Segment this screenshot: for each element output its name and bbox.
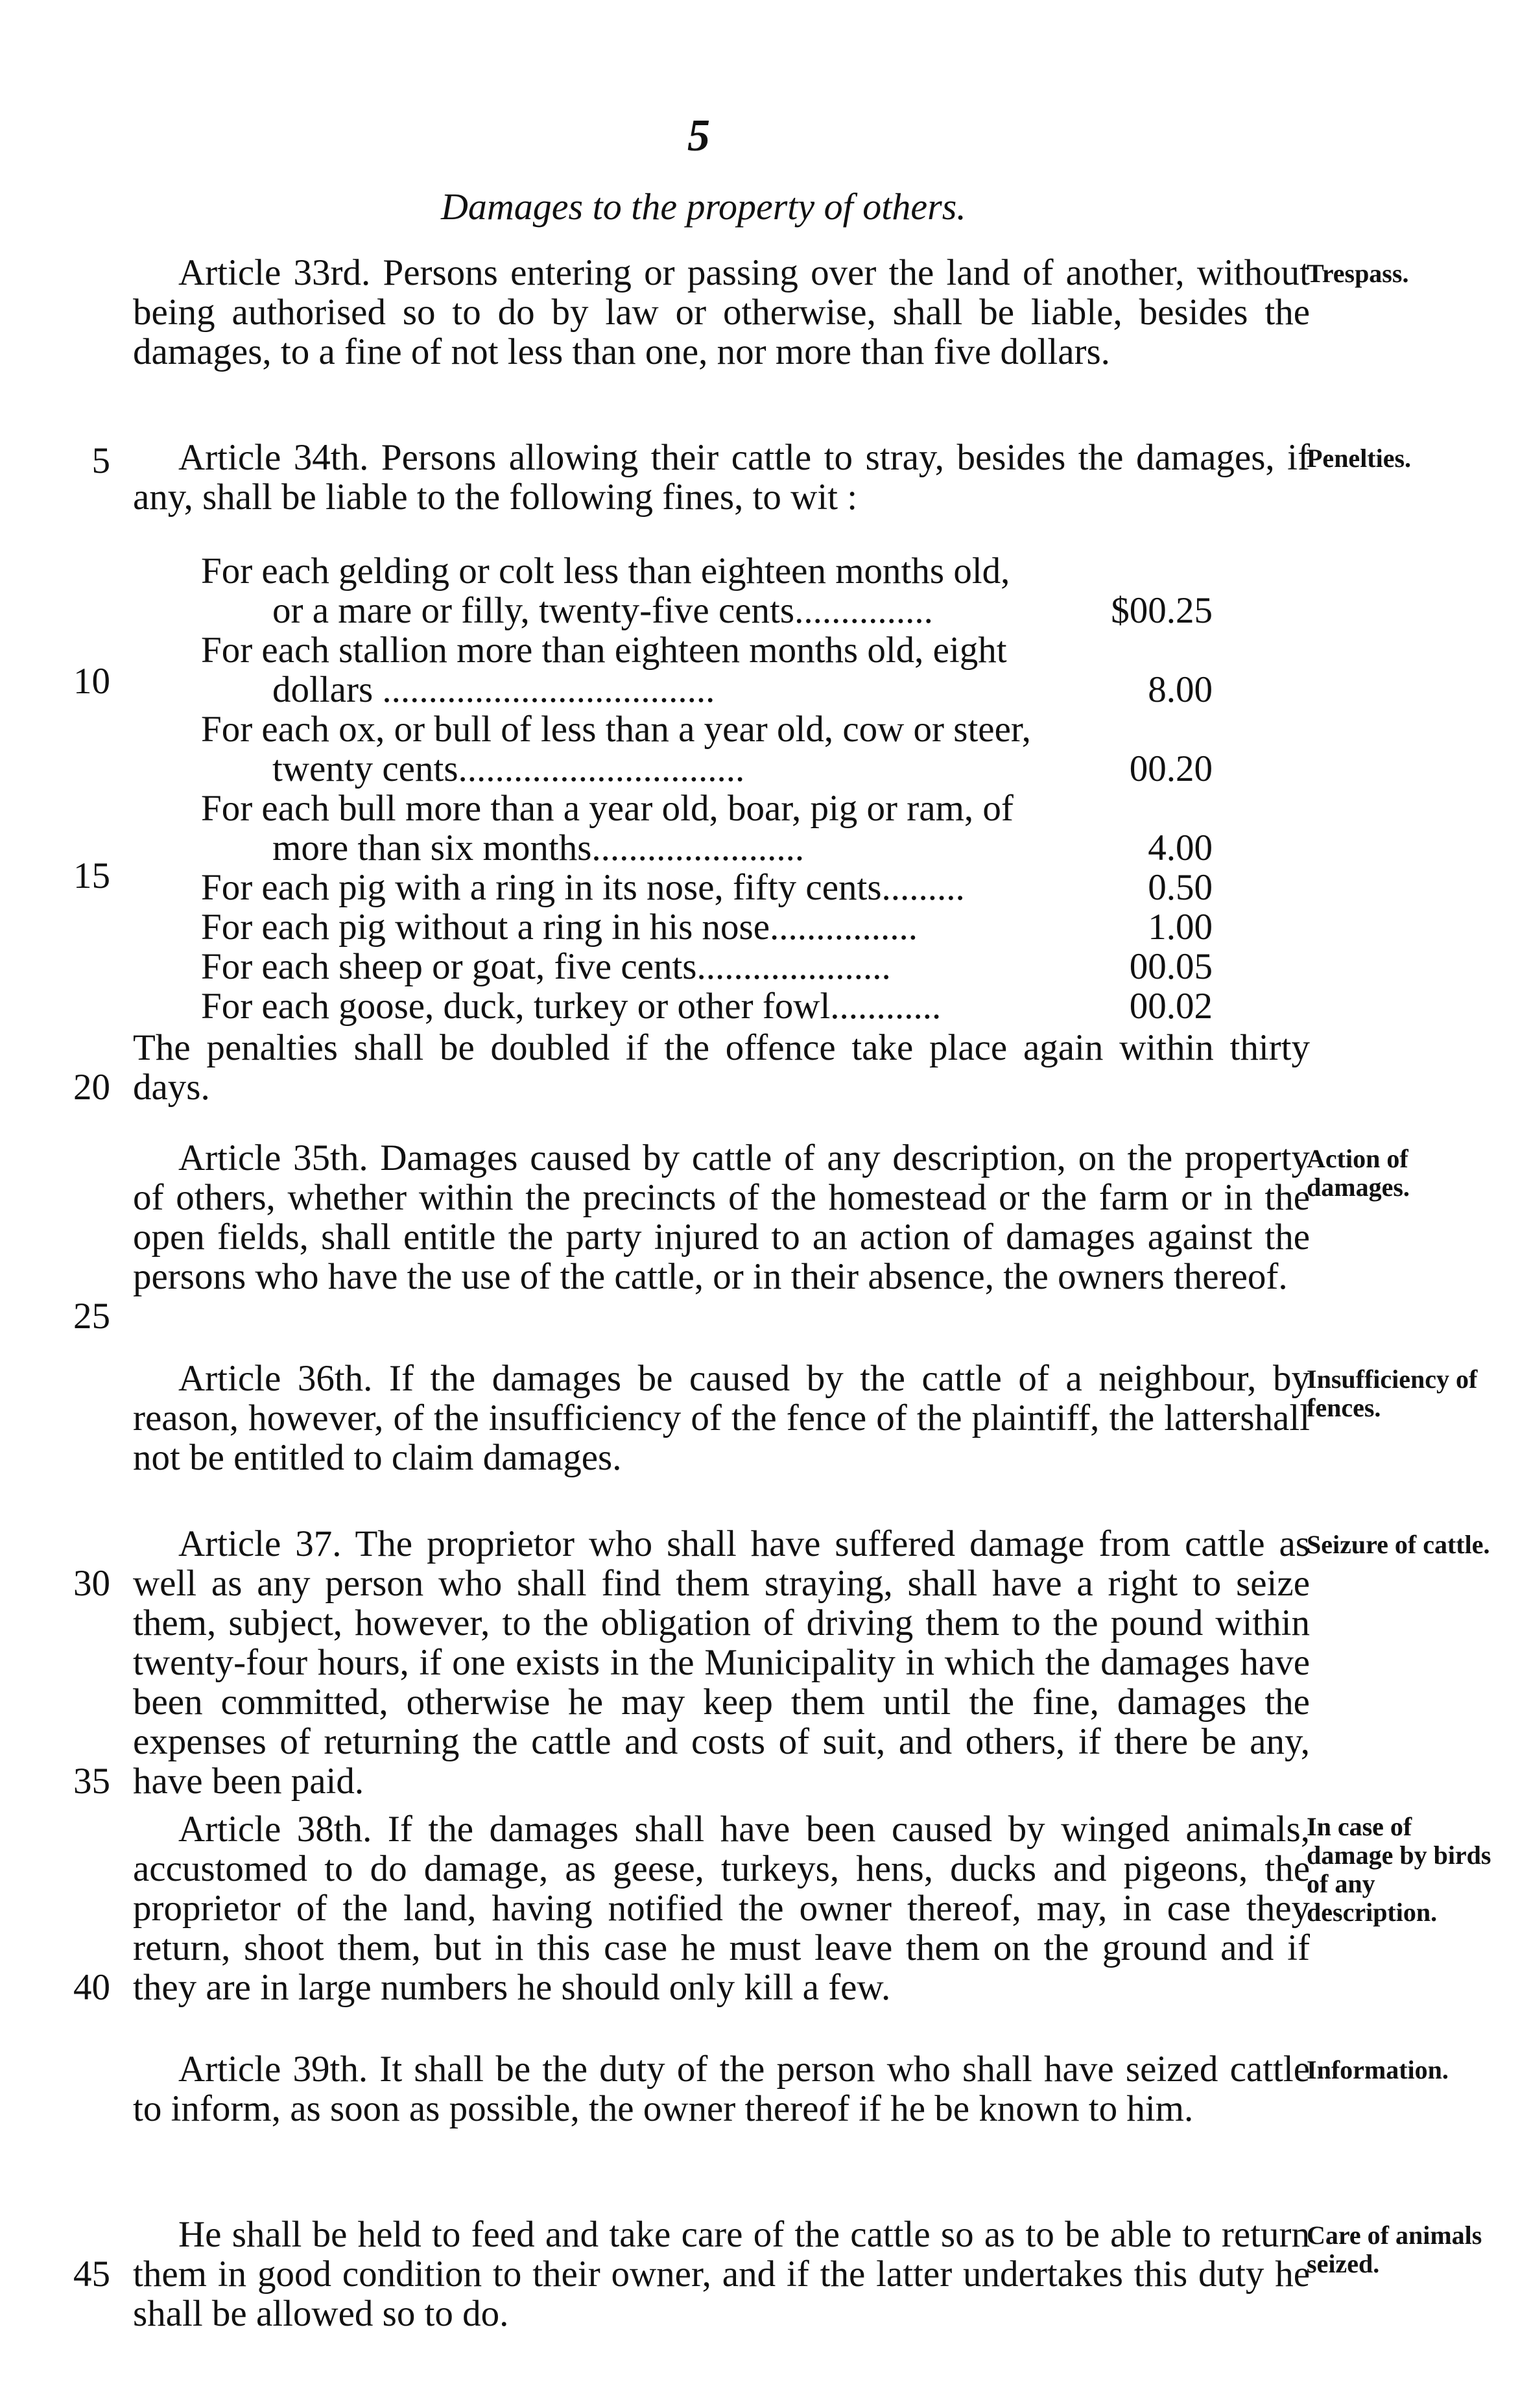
fine-item: [201, 630, 1213, 709]
fine-description-cont: twenty cents...............................: [272, 748, 745, 789]
fine-amount: 00.05: [1129, 946, 1213, 987]
page-number: 5: [687, 111, 710, 161]
fine-item: [201, 907, 1213, 947]
feed-care-text: He shall be held to feed and take care of the cattle so as to be able to return them in good condition to their owner, and if the latter undertakes this duty he shall be allowed so to do.: [133, 2214, 1310, 2334]
fine-amount: 1.00: [1148, 907, 1213, 948]
fine-item: [201, 986, 1213, 1026]
article-36: [133, 1359, 1310, 1477]
fine-amount: 00.02: [1129, 986, 1213, 1027]
fine-amount: $00.25: [1111, 590, 1213, 631]
line-number: 30: [73, 1563, 110, 1604]
margin-note-penalties: Penelties.: [1307, 444, 1412, 473]
fine-item: [201, 709, 1213, 789]
fine-description: For each sheep or goat, five cents.....................: [201, 946, 891, 987]
article-36-text: Article 36th. If the damages be caused by the cattle of a neighbour, by reason, however, of the insufficiency of the fence of the plaintiff, the lattershall not be entitled to claim damages.: [133, 1358, 1310, 1478]
article-33-text: Article 33rd. Persons entering or passing over the land of another, without being authorised so to do by law or otherwise, shall be liable, besides the damages, to a fine of not less than one, nor more than five dollars.: [133, 252, 1310, 372]
fine-description-cont: or a mare or filly, twenty-five cents...............: [272, 590, 933, 631]
fine-amount: 00.20: [1129, 748, 1213, 789]
article-39: [133, 2049, 1310, 2128]
fine-description: For each goose, duck, turkey or other fowl............: [201, 986, 942, 1027]
fine-item: [201, 868, 1213, 907]
article-37-text: Article 37. The proprietor who shall have suffered damage from cattle as well as any person who shall find them straying, shall have a right to seize them, subject, however, to the obligation of driving them to the pound within twenty-four hours, if one exists in the Municipality in which the damages have been committed, otherwise he may keep them until the fine, damages the expenses of returning the cattle and costs of suit, and others, if there be any, have been paid.: [133, 1523, 1310, 1802]
margin-note-action: Action of damages.: [1307, 1144, 1410, 1202]
margin-note-seizure: Seizure of cattle.: [1307, 1530, 1490, 1559]
line-number: 40: [73, 1967, 110, 2008]
fine-item: [201, 789, 1213, 868]
margin-note-care: Care of animals seized.: [1307, 2221, 1482, 2278]
line-number: 5: [91, 440, 110, 481]
fine-description: For each pig with a ring in its nose, fifty cents.........: [201, 867, 965, 908]
line-number: 35: [73, 1761, 110, 1802]
line-number: 25: [73, 1296, 110, 1337]
penalties-doubled: [133, 1028, 1310, 1107]
fine-description: For each bull more than a year old, boar, pig or ram, of: [201, 788, 1014, 829]
fine-amount: 4.00: [1148, 828, 1213, 868]
article-37: [133, 1524, 1310, 1801]
section-heading: Damages to the property of others.: [441, 185, 966, 228]
article-35: [133, 1138, 1310, 1296]
fine-item: [201, 947, 1213, 986]
article-34: [133, 438, 1310, 517]
fine-description: For each pig without a ring in his nose................: [201, 907, 918, 948]
article-34-text: Article 34th. Persons allowing their cattle to stray, besides the damages, if any, shall be liable to the following fines, to wit :: [133, 437, 1310, 518]
fines-list: [201, 551, 1213, 1026]
fine-description: For each stallion more than eighteen months old, eight: [201, 630, 1007, 671]
margin-note-trespass: Trespass.: [1307, 259, 1409, 288]
margin-note-birds: In case of damage by birds of any description.: [1307, 1812, 1491, 1927]
line-number: 10: [73, 661, 110, 702]
margin-note-information: Information.: [1307, 2055, 1449, 2084]
article-35-text: Article 35th. Damages caused by cattle of any description, on the property of others, whether within the precincts of the homestead or the farm or in the open fields, shall entitle the party injured to an action of damages against the persons who have the use of the cattle, or in their absence, the owners thereof.: [133, 1138, 1310, 1297]
penalties-doubled-text: The penalties shall be doubled if the offence take place again within thirty days.: [133, 1027, 1310, 1108]
fine-item: [201, 551, 1213, 630]
line-number: 45: [73, 2254, 110, 2295]
margin-note-insufficiency: Insufficiency of fences.: [1307, 1365, 1478, 1422]
article-39-text: Article 39th. It shall be the duty of the person who shall have seized cattle to inform, as soon as possible, the owner thereof if he be known to him.: [133, 2049, 1310, 2129]
fine-amount: 0.50: [1148, 867, 1213, 908]
line-number: 20: [73, 1067, 110, 1108]
fine-description-cont: more than six months.......................: [272, 828, 805, 868]
fine-description: For each gelding or colt less than eighteen months old,: [201, 551, 1010, 591]
article-33: [133, 253, 1310, 372]
fine-amount: 8.00: [1148, 669, 1213, 710]
fine-description-cont: dollars ....................................: [272, 669, 715, 710]
article-38: [133, 1809, 1310, 2007]
article-38-text: Article 38th. If the damages shall have been caused by winged animals, accustomed to do damage, as geese, turkeys, hens, ducks and pigeons, the proprietor of the land, having notified the owner thereof, may, in case they return, shoot them, but in this case he must leave them on the ground and if they are in large numbers he should only kill a few.: [133, 1809, 1310, 2008]
fine-description: For each ox, or bull of less than a year old, cow or steer,: [201, 709, 1031, 750]
line-number: 15: [73, 855, 110, 896]
feed-care-paragraph: [133, 2215, 1310, 2333]
